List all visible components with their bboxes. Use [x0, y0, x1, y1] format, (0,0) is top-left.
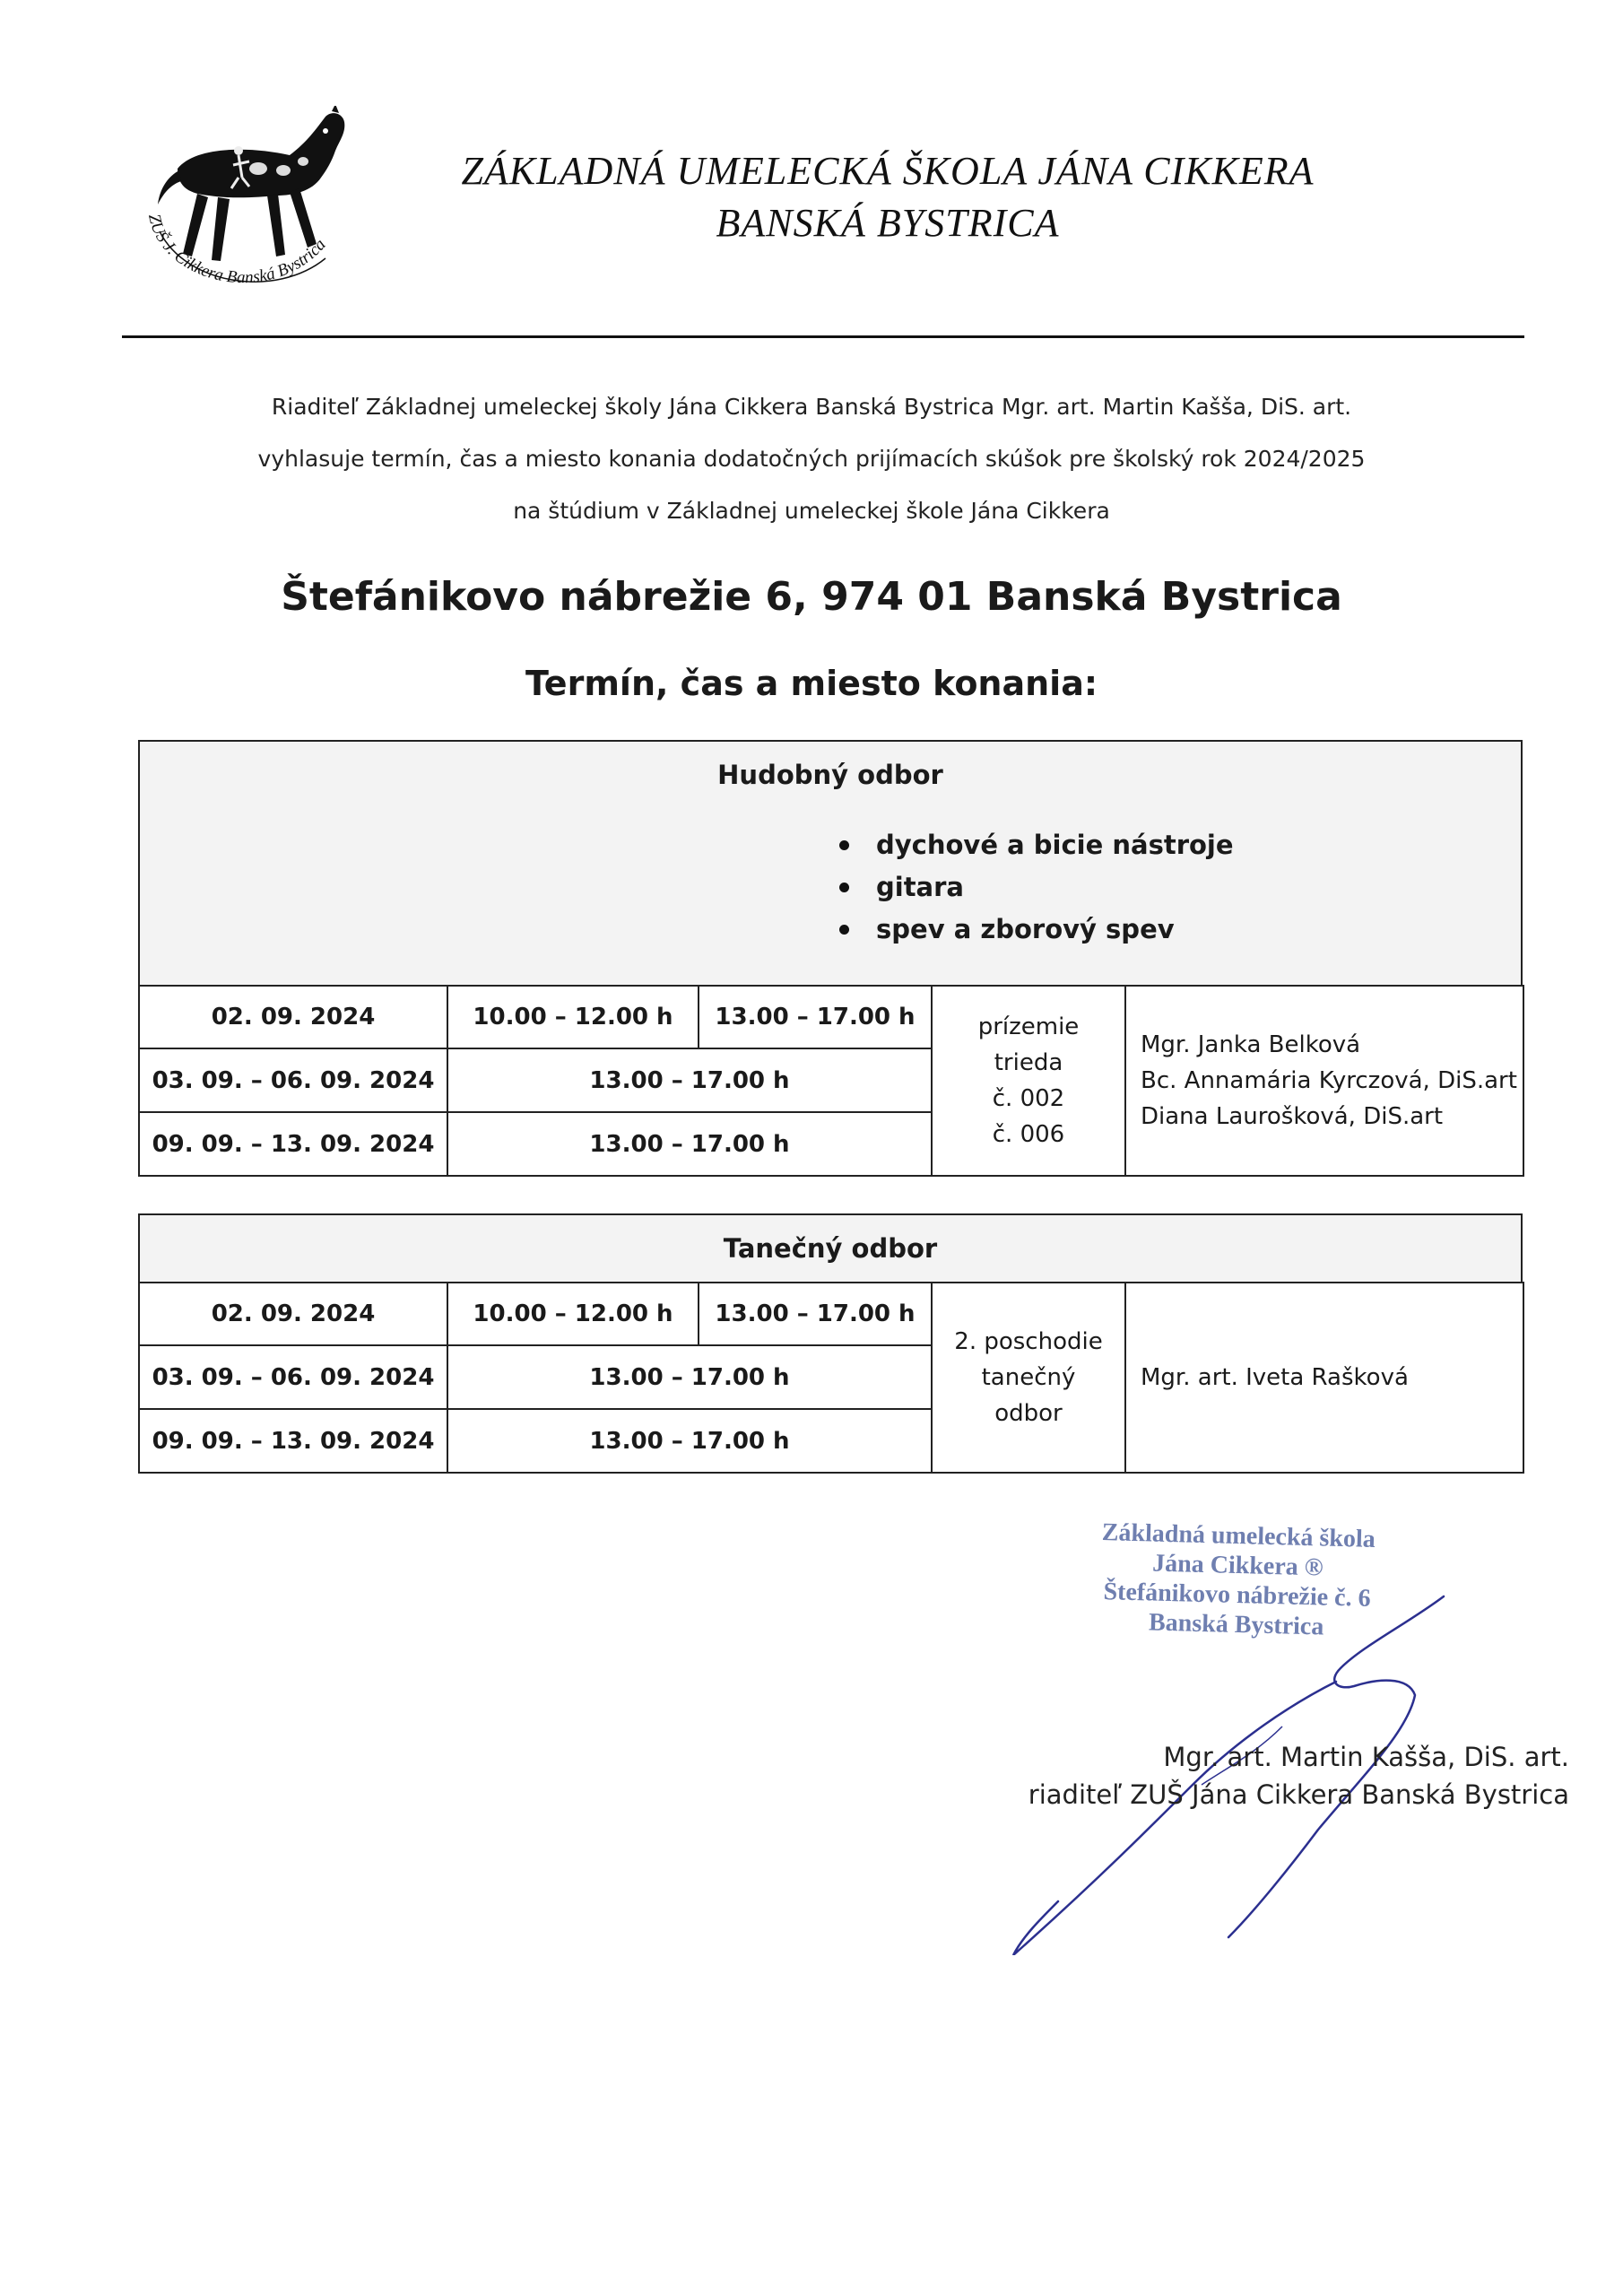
- table-row: [139, 986, 1523, 1048]
- location-cell: 2. poschodie tanečný odbor: [932, 1283, 1125, 1473]
- school-stamp: Základná umelecká škola Jána Cikkera ® Štefánikovo nábrežie č. 6 Banská Bystrica: [1101, 1518, 1376, 1641]
- list-item: spev a zborový spev: [839, 909, 1234, 951]
- date-cell: 09. 09. – 13. 09. 2024: [139, 1409, 447, 1473]
- intro-text: [135, 381, 1488, 537]
- date-cell: 02. 09. 2024: [139, 986, 447, 1048]
- dance-schedule-table: [138, 1282, 1524, 1474]
- logo-text: ZUŠ J. Cikkera Banská Bystrica: [143, 212, 330, 288]
- table-row: [139, 1283, 1523, 1345]
- date-cell: 03. 09. – 06. 09. 2024: [139, 1048, 447, 1112]
- time-cell: 10.00 – 12.00 h: [447, 1283, 699, 1345]
- bullet-icon: [839, 883, 849, 892]
- school-address: Štefánikovo nábrežie 6, 974 01 Banská Bystrica: [281, 574, 1342, 620]
- time-cell: 13.00 – 17.00 h: [447, 1409, 932, 1473]
- intro-line-1: Riaditeľ Základnej umeleckej školy Jána Cikkera Banská Bystrica Mgr. art. Martin Kašša, DiS. art.: [271, 394, 1352, 420]
- time-cell: 13.00 – 17.00 h: [447, 1048, 932, 1112]
- dance-department-title: Tanečný odbor: [723, 1233, 938, 1264]
- music-schedule-table: [138, 985, 1524, 1177]
- list-item: gitara: [839, 866, 1234, 909]
- music-department-title: Hudobný odbor: [717, 760, 943, 790]
- bullet-icon: [839, 840, 849, 850]
- date-cell: 02. 09. 2024: [139, 1283, 447, 1345]
- date-cell: 03. 09. – 06. 09. 2024: [139, 1345, 447, 1409]
- school-name: [359, 145, 1417, 249]
- signature-block: [942, 1738, 1569, 1813]
- school-logo: [124, 106, 359, 314]
- time-cell: 13.00 – 17.00 h: [699, 1283, 932, 1345]
- teachers-cell: Mgr. art. Iveta Rašková: [1125, 1283, 1523, 1473]
- list-item: dychové a bicie nástroje: [839, 824, 1234, 866]
- music-department-header: [138, 740, 1523, 987]
- signatory-title: riaditeľ ZUŠ Jána Cikkera Banská Bystrica: [1028, 1779, 1569, 1810]
- school-name-line2: BANSKÁ BYSTRICA: [716, 201, 1060, 245]
- bullet-icon: [839, 925, 849, 935]
- time-cell: 10.00 – 12.00 h: [447, 986, 699, 1048]
- date-cell: 09. 09. – 13. 09. 2024: [139, 1112, 447, 1176]
- time-cell: 13.00 – 17.00 h: [699, 986, 932, 1048]
- instrument-list: [839, 824, 1234, 951]
- signatory-name: Mgr. art. Martin Kašša, DiS. art.: [1163, 1742, 1569, 1772]
- location-cell: prízemie trieda č. 002 č. 006: [932, 986, 1125, 1176]
- section-heading: Termín, čas a miesto konania:: [525, 664, 1098, 703]
- time-cell: 13.00 – 17.00 h: [447, 1112, 932, 1176]
- school-name-line1: ZÁKLADNÁ UMELECKÁ ŠKOLA JÁNA CIKKERA: [461, 149, 1315, 193]
- horse-logo-icon: [124, 106, 359, 314]
- dance-department-header: [138, 1213, 1523, 1283]
- header-divider: [122, 335, 1524, 338]
- teachers-cell: Mgr. Janka Belková Bc. Annamária Kyrczová, DiS.art Diana Laurošková, DiS.art: [1125, 986, 1523, 1176]
- intro-line-3: na štúdium v Základnej umeleckej škole Jána Cikkera: [513, 498, 1110, 524]
- time-cell: 13.00 – 17.00 h: [447, 1345, 932, 1409]
- intro-line-2: vyhlasuje termín, čas a miesto konania dodatočných prijímacích skúšok pre školský rok 2024/2025: [257, 446, 1366, 472]
